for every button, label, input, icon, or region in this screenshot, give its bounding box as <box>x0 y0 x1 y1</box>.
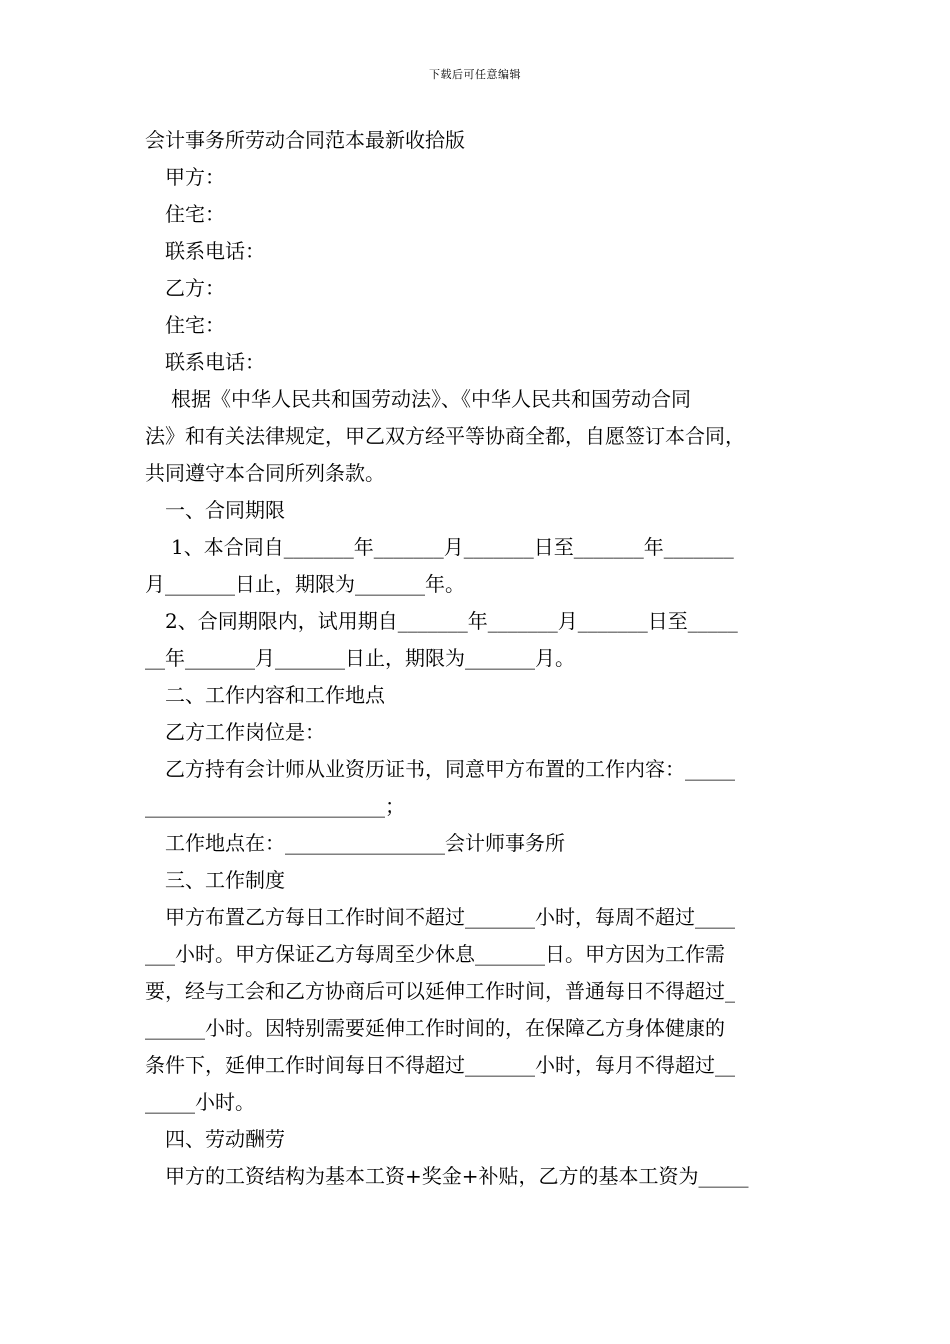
clause-line: __年_______月_______日止，期限为_______月。 <box>145 646 575 670</box>
clause-line: ______小时。因特别需要延伸工作时间的，在保障乙方身体健康的 <box>145 1016 725 1040</box>
clause-line: ___小时。甲方保证乙方每周至少休息_______日。甲方因为工作需 <box>145 942 725 966</box>
section-heading: 二、工作内容和工作地点 <box>165 683 385 707</box>
party-b-label: 乙方： <box>165 276 225 300</box>
preamble-line: 根据《中华人民共和国劳动法》、《中华人民共和国劳动合同 <box>171 387 691 411</box>
clause-line: ________________________； <box>145 794 405 818</box>
clause-line: 甲方的工资结构为基本工资+奖金+补贴，乙方的基本工资为_____ <box>165 1164 749 1188</box>
party-a-phone: 联系电话： <box>165 239 265 263</box>
clause-line: 乙方持有会计师从业资历证书，同意甲方布置的工作内容：_____ <box>165 757 735 781</box>
clause-line: 乙方工作岗位是： <box>165 720 325 744</box>
clause-line: 月_______日止，期限为_______年。 <box>145 572 465 596</box>
preamble-line: 共同遵守本合同所列条款。 <box>145 461 385 485</box>
section-heading: 四、劳动酬劳 <box>165 1127 285 1151</box>
document-title: 会计事务所劳动合同范本最新收拾版 <box>145 128 465 152</box>
clause-line: 甲方布置乙方每日工作时间不超过_______小时，每周不超过____ <box>165 905 735 929</box>
section-heading: 一、合同期限 <box>165 498 285 522</box>
section-heading: 三、工作制度 <box>165 868 285 892</box>
clause-line: _____小时。 <box>145 1090 255 1114</box>
party-a-address: 住宅： <box>165 202 225 226</box>
party-b-phone: 联系电话： <box>165 350 265 374</box>
clause-line: 要，经与工会和乙方协商后可以延伸工作时间，普通每日不得超过_ <box>145 979 735 1003</box>
document-body <box>145 122 810 1195</box>
party-b-address: 住宅： <box>165 313 225 337</box>
clause-line: 工作地点在：________________会计师事务所 <box>165 831 565 855</box>
clause-line: 2、合同期限内，试用期自_______年_______月_______日至_____ <box>165 609 738 633</box>
party-a-label: 甲方： <box>165 165 225 189</box>
preamble-line: 法》和有关法律规定，甲乙双方经平等协商全都，自愿签订本合同， <box>145 424 745 448</box>
clause-line: 1、本合同自_______年_______月_______日至_______年_______ <box>171 535 734 559</box>
clause-line: 条件下，延伸工作时间每日不得超过_______小时，每月不得超过__ <box>145 1053 735 1077</box>
page-header: 下载后可任意编辑 <box>429 68 521 81</box>
